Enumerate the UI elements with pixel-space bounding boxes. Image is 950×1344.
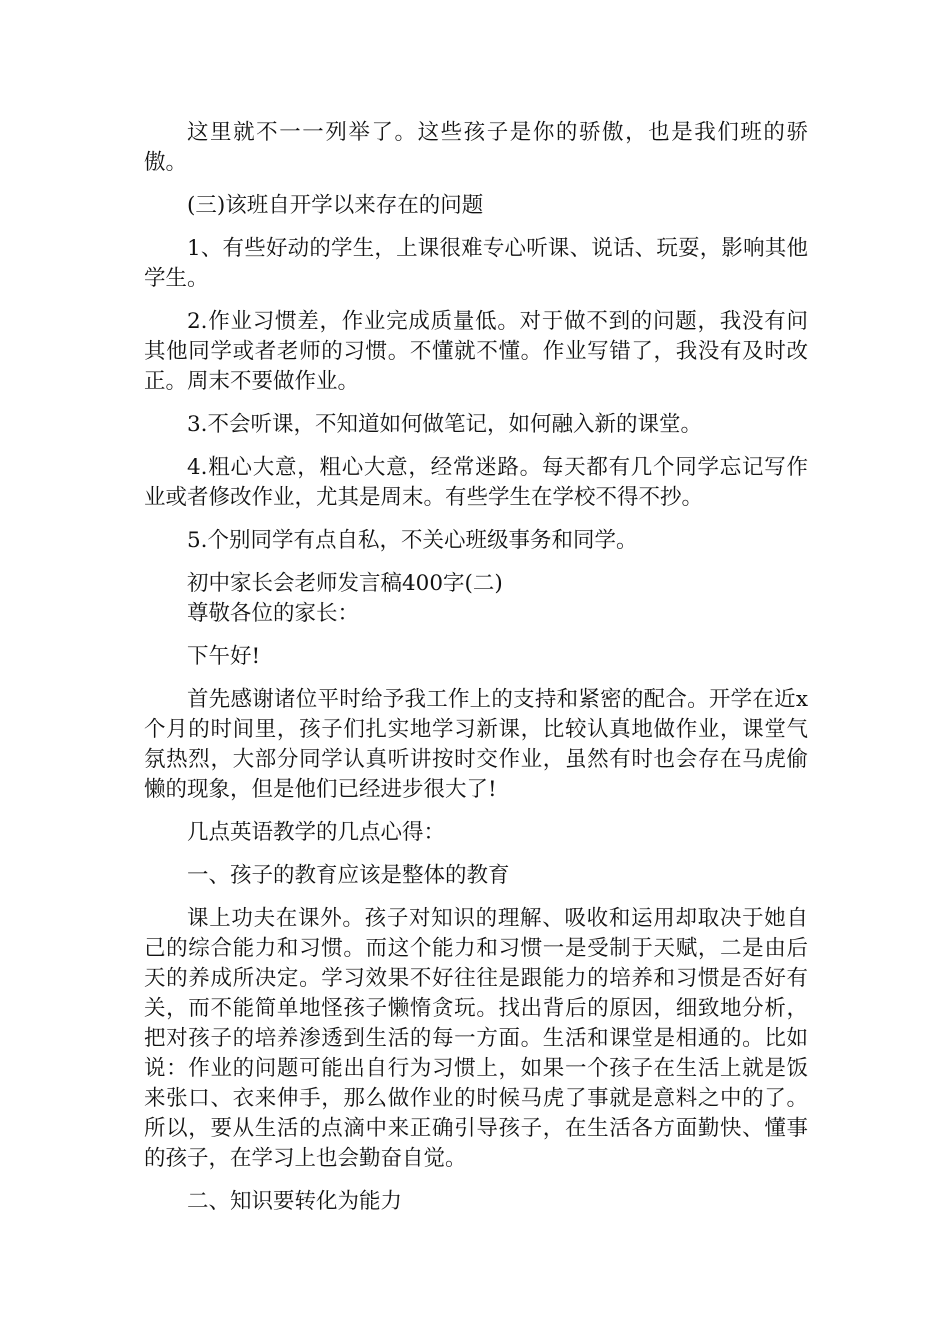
problem-item-2: 2.作业习惯差，作业完成质量低。对于做不到的问题，我没有问其他同学或者老师的习惯。不懂就不懂。作业写错了，我没有及时改正。周末不要做作业。 [144, 309, 808, 394]
problem-item-5: 5.个别同学有点自私，不关心班级事务和同学。 [187, 528, 638, 553]
subheading-2: 二、知识要转化为能力 [187, 1189, 403, 1214]
problem-item-4: 4.粗心大意，粗心大意，经常迷路。每天都有几个同学忘记写作业或者修改作业，尤其是周末。有些学生在学校不得不抄。 [144, 455, 808, 510]
problem-item-3: 3.不会听课，不知道如何做笔记，如何融入新的课堂。 [187, 412, 703, 437]
subheading-1: 一、孩子的教育应该是整体的教育 [187, 863, 510, 888]
paragraph-thanks: 首先感谢诸位平时给予我工作上的支持和紧密的配合。开学在近x个月的时间里，孩子们扎实地学习新课，比较认真地做作业，课堂气氛热烈，大部分同学认真听讲按时交作业，虽然有时也会存在马虎偷懒的现象，但是他们已经进步很大了! [144, 687, 808, 802]
section-heading-experience: 几点英语教学的几点心得： [187, 820, 446, 845]
salutation: 尊敬各位的家长： [187, 601, 360, 626]
greeting: 下午好! [187, 644, 261, 669]
paragraph-whole-education: 课上功夫在课外。孩子对知识的理解、吸收和运用却取决于她自己的综合能力和习惯。而这个能力和习惯一是受制于天赋，二是由后天的养成所决定。学习效果不好往往是跟能力的培养和习惯是否好有关，而不能简单地怪孩子懒惰贪玩。找出背后的原因，细致地分析，把对孩子的培养渗透到生活的每一方面。生活和课堂是相通的。比如说：作业的问题可能出自行为习惯上，如果一个孩子在生活上就是饭来张口、衣来伸手，那么做作业的时候马虎了事就是意料之中的了。所以，要从生活的点滴中来正确引导孩子，在生活各方面勤快、懂事的孩子，在学习上也会勤奋自觉。 [144, 906, 808, 1171]
document-page [144, 118, 808, 1217]
problem-item-1: 1、有些好动的学生，上课很难专心听课、说话、玩耍，影响其他学生。 [144, 236, 808, 291]
section-heading-problems: (三)该班自开学以来存在的问题 [187, 193, 484, 218]
paragraph-1: 这里就不一一列举了。这些孩子是你的骄傲，也是我们班的骄傲。 [144, 120, 808, 175]
speech-title: 初中家长会老师发言稿400字(二) [187, 571, 503, 596]
